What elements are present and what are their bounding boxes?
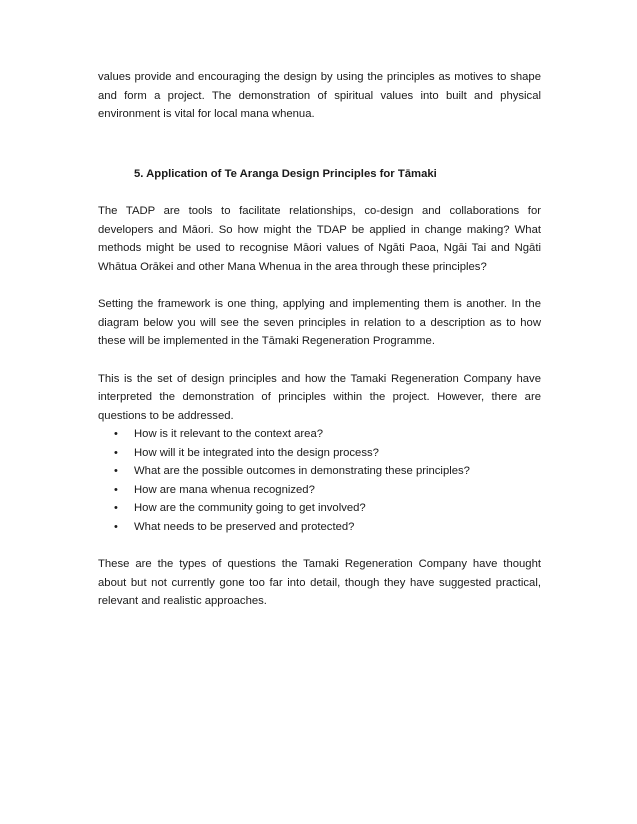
page-content [98, 68, 541, 611]
principles-paragraph: This is the set of design principles and how the Tamaki Regeneration Company have interpreted the demonstration of principles within the project. However, there are questions to be addressed. [98, 372, 541, 422]
bullet-icon: • [114, 502, 118, 514]
list-item-text: How are mana whenua recognized? [134, 483, 315, 496]
list-item-text: What are the possible outcomes in demonstrating these principles? [134, 465, 470, 477]
closing-paragraph: These are the types of questions the Tamaki Regeneration Company have thought about but not currently gone too far into detail, though they have suggested practical, relevant and realistic approaches. [98, 558, 541, 607]
list-item-text: How is it relevant to the context area? [134, 428, 324, 440]
intro-paragraph: values provide and encouraging the design by using the principles as motives to shape and form a project. The demonstration of spiritual values into built and physical environment is vital for local mana whenua. [98, 71, 541, 120]
tadp-paragraph: The TADP are tools to facilitate relationships, co-design and collaborations for developers and Māori. So how might the TDAP be applied in change making? What methods might be used to recognise Māori values of Ngāti Paoa, Ngāi Tai and Ngāti Whātua Orākei and other Mana Whenua in the area through these principles? [98, 205, 541, 273]
questions-list [98, 425, 541, 536]
bullet-icon: • [114, 428, 118, 440]
list-item [98, 444, 541, 463]
list-item [98, 481, 541, 500]
list-item-text: What needs to be preserved and protected? [134, 520, 355, 533]
list-item [98, 462, 541, 481]
bullet-icon: • [114, 520, 118, 533]
section-heading: 5. Application of Te Aranga Design Principles for Tāmaki [134, 167, 437, 180]
bullet-icon: • [114, 465, 118, 477]
bullet-icon: • [114, 483, 118, 496]
list-item-text: How are the community going to get involved? [134, 502, 366, 514]
list-item [98, 425, 541, 444]
list-item [98, 499, 541, 518]
list-item [98, 518, 541, 537]
bullet-icon: • [114, 446, 118, 459]
framework-paragraph: Setting the framework is one thing, applying and implementing them is another. In the diagram below you will see the seven principles in relation to a description as to how these will be implemented in the Tāmaki Regeneration Programme. [98, 298, 541, 347]
list-item-text: How will it be integrated into the design process? [134, 446, 379, 459]
